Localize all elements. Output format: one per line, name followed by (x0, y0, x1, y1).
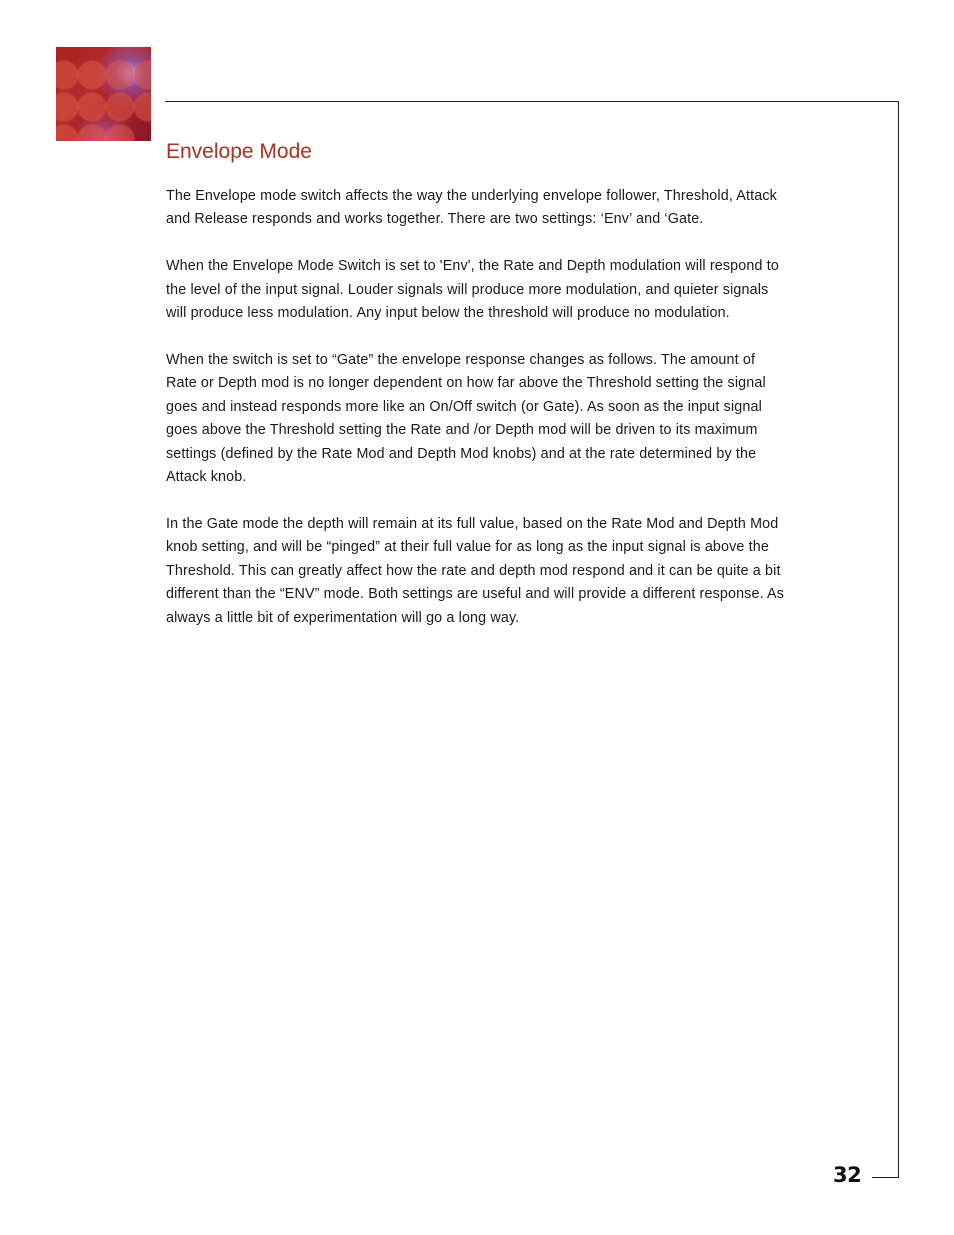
page-number: 32 (833, 1163, 862, 1187)
frame-top-rule (165, 101, 899, 102)
paragraph: When the switch is set to “Gate” the envelope response changes as follows. The amount of Rate or Depth mod is no longer dependent on how far above the Threshold setting the signal goes and instead responds more like an On/Off switch (or Gate). As soon as the input signal goes above the Threshold setting the Rate and /or Depth mod will be driven to its maximum settings (defined by the Rate Mod and Depth Mod knobs) and at the rate determined by the Attack knob. (166, 352, 766, 486)
frame-right-rule (898, 101, 899, 1178)
corner-decorative-image (56, 47, 151, 141)
frame-bottom-rule (872, 1177, 899, 1178)
section-title: Envelope Mode (166, 140, 312, 163)
body-text (166, 185, 788, 654)
paragraph: In the Gate mode the depth will remain at its full value, based on the Rate Mod and Depth Mod knob setting, and will be “pinged” at their full value for as long as the input signal is above the Threshold. This can greatly affect how the rate and depth mod respond and it can be quite a bit different than the “ENV” mode. Both settings are useful and will provide a different response. As always a little bit of experimentation will go a long way. (166, 515, 785, 626)
paragraph: The Envelope mode switch affects the way the underlying envelope follower, Threshold, Attack and Release responds and works together. There are two settings: ‘Env’ and ‘Gate. (166, 188, 777, 228)
paragraph: When the Envelope Mode Switch is set to 'Env', the Rate and Depth modulation will respond to the level of the input signal. Louder signals will produce more modulation, and quieter signals will produce less modulation. Any input below the threshold will produce no modulation. (166, 258, 779, 322)
